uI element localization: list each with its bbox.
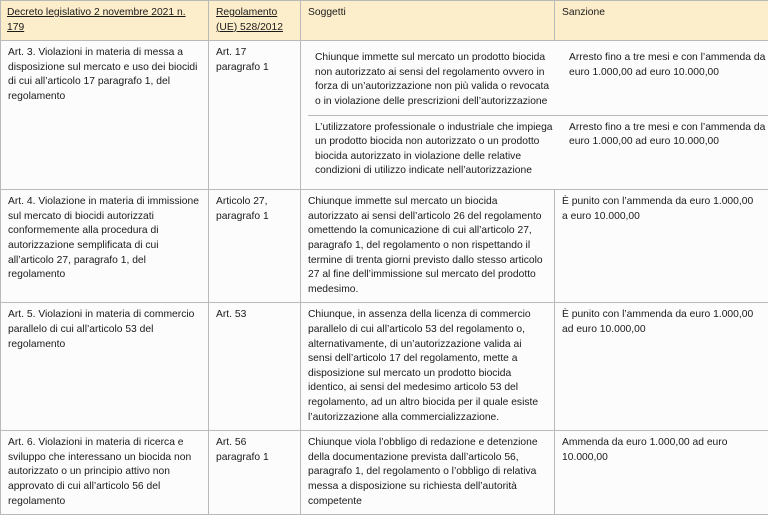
column-header-sanzione: [555, 1, 768, 41]
column-header-regolamento: [209, 1, 301, 41]
table-row: [1, 431, 768, 515]
column-header-norma-label: Decreto legislativo 2 novembre 2021 n. 179: [7, 6, 201, 35]
cell-split-container: [301, 41, 768, 190]
table-row: [1, 303, 768, 431]
cell-norma: Art. 6. Violazioni in materia di ricerca e sviluppo che interessano un biocida non autorizzato o un principio attivo non approvato di cui all’articolo 56 del regolamento: [1, 431, 209, 515]
column-header-regolamento-line2: (UE) 528/2012: [216, 21, 283, 36]
cell-regolamento: Art. 17 paragrafo 1: [209, 41, 301, 190]
cell-soggetti: Chiunque immette sul mercato un prodotto biocida non autorizzato ai sensi del regolamento ovvero in forza di un’autorizzazione non più valida o revocata o in violazione delle prescrizioni dell’autorizzazione: [308, 46, 562, 115]
column-header-regolamento-line1: Regolamento: [216, 6, 277, 21]
cell-norma: Art. 3. Violazioni in materia di messa a disposizione sul mercato e uso dei biocidi di cui all’articolo 17 paragrafo 1, del regolamento: [1, 41, 209, 190]
table-body: [1, 41, 768, 515]
cell-sanzione: Arresto fino a tre mesi e con l’ammenda da euro 1.000,00 ad euro 10.000,00: [562, 115, 768, 184]
sub-row: [308, 46, 768, 115]
sub-row: [308, 115, 768, 184]
cell-sanzione: Ammenda da euro 1.000,00 ad euro 10.000,00: [555, 431, 768, 515]
cell-regolamento: Art. 53: [209, 303, 301, 431]
table-row: [1, 41, 768, 190]
table-header: [1, 1, 768, 41]
cell-soggetti: Chiunque viola l’obbligo di redazione e detenzione della documentazione prevista dall’articolo 56, paragrafo 1, del regolamento o l’obbligo di relativa messa a disposizione su richiesta dell’autorità competente: [301, 431, 555, 515]
cell-sanzione: È punito con l’ammenda da euro 1.000,00 a euro 10.000,00: [555, 190, 768, 303]
table-row: [1, 190, 768, 303]
cell-soggetti: L’utilizzatore professionale o industriale che impiega un prodotto biocida non autorizzato o un prodotto biocida autorizzato in violazione delle relative condizioni di utilizzo indicate nell’autorizzazione: [308, 115, 562, 184]
cell-sanzione: È punito con l’ammenda da euro 1.000,00 ad euro 10.000,00: [555, 303, 768, 431]
cell-sanzione: Arresto fino a tre mesi e con l’ammenda da euro 1.000,00 ad euro 10.000,00: [562, 46, 768, 115]
column-header-norma: [1, 1, 209, 41]
column-header-soggetti: [301, 1, 555, 41]
cell-regolamento: Articolo 27, paragrafo 1: [209, 190, 301, 303]
cell-soggetti: Chiunque immette sul mercato un biocida autorizzato ai sensi dell’articolo 26 del regolamento omettendo la comunicazione di cui all’articolo 27, paragrafo 1, del regolamento o non rispettando il termine di trenta giorni previsto dallo stesso articolo 27 al fine dell’immissione sul mercato del prodotto medesimo.: [301, 190, 555, 303]
header-row: [1, 1, 768, 41]
split-subtable: [308, 46, 768, 184]
cell-soggetti: Chiunque, in assenza della licenza di commercio parallelo di cui all’articolo 53 del regolamento o, alternativamente, di un’autorizzazione valida ai sensi dell’articolo 17 del regolamento, mette a disposizione sul mercato un prodotto biocida identico, ai sensi del medesimo articolo 53 del regolamento, ad un altro biocida per il quale esiste l’autorizzazione alla commercializzazione.: [301, 303, 555, 431]
column-header-soggetti-label: Soggetti: [308, 7, 346, 18]
cell-norma: Art. 4. Violazione in materia di immissione sul mercato di biocidi autorizzati conformemente alla procedura di autorizzazione semplificata di cui all’articolo 27, paragrafo 1, del regolamento: [1, 190, 209, 303]
cell-norma: Art. 5. Violazioni in materia di commercio parallelo di cui all’articolo 53 del regolamento: [1, 303, 209, 431]
cell-regolamento: Art. 56 paragrafo 1: [209, 431, 301, 515]
column-header-sanzione-label: Sanzione: [562, 7, 605, 18]
